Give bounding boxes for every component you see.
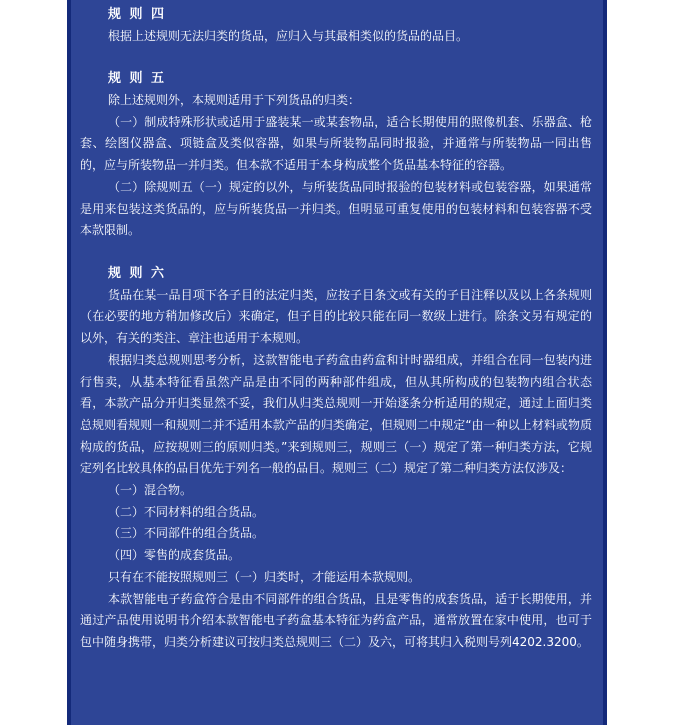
rule5-heading: 规 则 五 — [108, 71, 167, 87]
section-spacer — [80, 242, 592, 263]
list-item: （二）不同材料的组合货品。 — [108, 504, 265, 519]
rule4-heading: 规 则 四 — [108, 7, 167, 22]
article-body — [80, 4, 592, 654]
rule5-paragraph: （一）制成特殊形状或适用于盛装某一或某套物品，适合长期使用的照像机套、乐器盒、枪套、绘图仪器盒、项链盒及类似容器，如果与所装物品同时报验，并通常与所装物品一同出售的，应与所装物品一并归类。但本款不适用于本身构成整个货品基本特征的容器。 — [80, 114, 592, 173]
section-spacer — [80, 47, 592, 68]
conclusion-paragraph: 本款智能电子药盒符合是由不同部件的组合货品，且是零售的成套货品，适于长期使用，并通过产品使用说明书介绍本款智能电子药盒基本特征为药盒产品，通常放置在家中使用，也可于包中随身携带，归类分析建议可按归类总规则三（二）及六，可将其归入税则号列4202.3200。 — [80, 591, 592, 649]
rule5-paragraph: 除上述规则外，本规则适用于下列货品的归类： — [108, 93, 361, 108]
rule4-paragraph: 根据上述规则无法归类的货品，应归入与其最相类似的货品的品目。 — [108, 28, 469, 43]
list-item: （一）混合物。 — [108, 483, 193, 498]
rule6-heading: 规 则 六 — [108, 266, 167, 281]
list-item: （三）不同部件的组合货品。 — [108, 526, 265, 541]
rule6-note: 只有在不能按照规则三（一）归类时，才能运用本款规则。 — [108, 569, 421, 584]
rule6-paragraph: 货品在某一品目项下各子目的法定归类，应按子目条文或有关的子目注释以及以上各条规则（在必要的地方稍加修改后）来确定，但子目的比较只能在同一数级上进行。除条文另有规定的以外，有关的类注、章注也适用于本规则。 — [80, 287, 592, 346]
list-item: （四）零售的成套货品。 — [108, 548, 241, 563]
rule5-paragraph: （二）除规则五（一）规定的以外，与所装货品同时报验的包装材料或包装容器，如果通常是用来包装这类货品的，应与所装货品一并归类。但明显可重复使用的包装材料和包装容器不受本款限制。 — [80, 179, 592, 238]
analysis-paragraph: 根据归类总规则思考分析，这款智能电子药盒由药盒和计时器组成，并组合在同一包装内进行售卖，从基本特征看虽然产品是由不同的两种部件组成，但从其所构成的包装物内组合状态看，本款产品分开归类显然不妥，我们从归类总规则一开始逐条分析适用的规定，通过上面归类总规则看规则一和规则二并不适用本款产品的归类确定，但规则二中规定“由一种以上材料或物质构成的货品，应按规则三的原则归类。”来到规则三，规则三（一）规定了第一种归类方法，它规定列名比较具体的品目优先于列名一般的品目。规则三（二）规定了第二种归类方法仅涉及： — [80, 352, 592, 476]
